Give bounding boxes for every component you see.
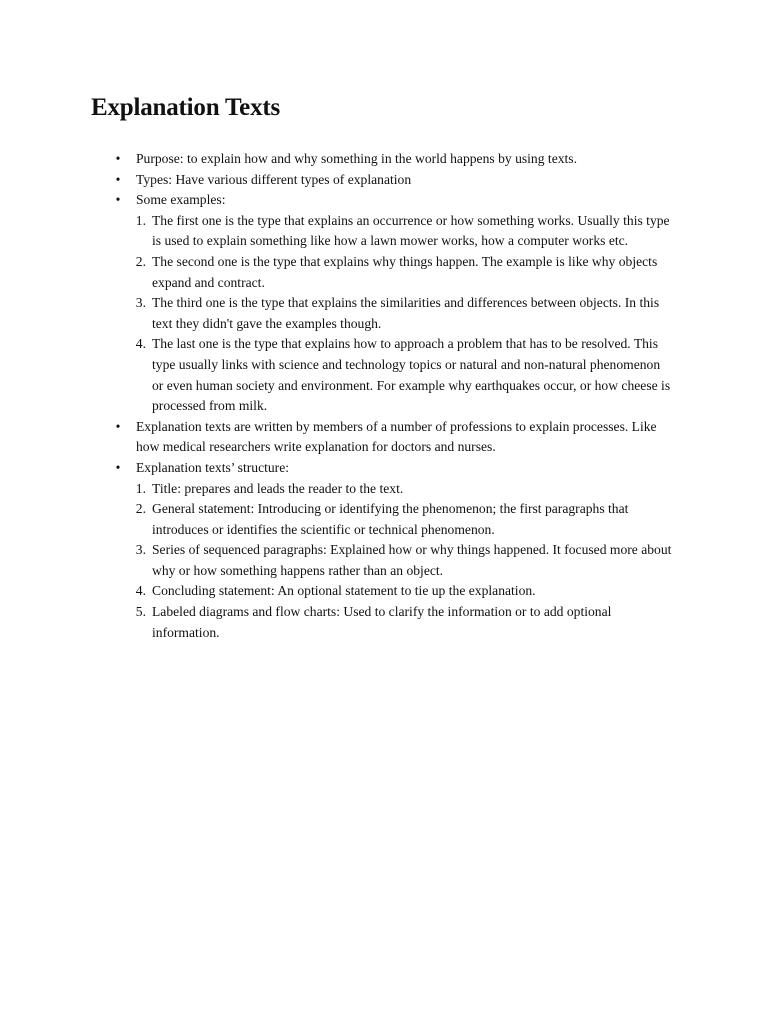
page-title: Explanation Texts [91, 94, 281, 121]
bullet-item-structure [0, 458, 668, 479]
list-item-text: The third one is the type that explains the similarities and differences between objects. In this text they didn't gave the examples though. [152, 295, 660, 331]
list-item-text: Series of sequenced paragraphs: Explained how or why things happened. It focused more about why or how something happens rather than an object. [152, 542, 672, 578]
list-item [0, 581, 672, 602]
list-item-text: General statement: Introducing or identifying the phenomenon; the first paragraphs that introduces or identifies the scientific or technical phenomenon. [152, 501, 629, 537]
list-number: 1. [135, 480, 146, 496]
list-item-text: The second one is the type that explains why things happen. The example is like why objects expand and contract. [152, 253, 658, 290]
list-number: 3. [135, 295, 146, 311]
list-item [0, 602, 672, 643]
bullet-icon: • [115, 192, 121, 208]
bullet-text: Explanation texts are written by members of a number of professions to explain processes. Like how medical researchers write explanation for doctors and nurses. [136, 418, 657, 455]
bullet-item-writers [0, 417, 668, 458]
bullet-text: Types: Have various different types of explanation [136, 171, 412, 187]
list-number: 2. [135, 253, 146, 269]
list-item [0, 499, 672, 540]
list-item [0, 293, 672, 334]
structure-list [0, 479, 768, 644]
examples-list [0, 211, 768, 417]
list-number: 4. [135, 336, 146, 352]
list-number: 4. [135, 583, 146, 599]
document-body [0, 149, 768, 643]
bullet-item-purpose [0, 149, 668, 170]
list-item [0, 540, 672, 581]
list-number: 2. [135, 501, 146, 517]
list-item [0, 479, 672, 500]
bullet-item-types [0, 170, 668, 191]
bullet-text: Explanation texts’ structure: [136, 459, 290, 475]
list-number: 3. [135, 542, 146, 558]
list-item-text: Title: prepares and leads the reader to the text. [152, 480, 404, 496]
bullet-icon: • [115, 171, 121, 187]
list-item [0, 334, 672, 416]
list-number: 1. [135, 212, 146, 228]
bullet-icon: • [115, 459, 121, 475]
list-number: 5. [135, 604, 146, 620]
bullet-icon: • [115, 418, 121, 434]
bullet-icon: • [115, 151, 121, 166]
bullet-text: Some examples: [136, 192, 226, 208]
list-item-text: Concluding statement: An optional statement to tie up the explanation. [152, 583, 536, 599]
list-item [0, 211, 672, 252]
list-item-text: The last one is the type that explains how to approach a problem that has to be resolved. This type usually links with science and technology topics or natural and non-natural phenomenon or even human society and environment. For example why earthquakes occur, or how cheese is processed from milk. [152, 336, 671, 414]
bullet-item-examples [0, 190, 668, 211]
list-item-text: Labeled diagrams and flow charts: Used to clarify the information or to add optional information. [152, 604, 612, 640]
list-item [0, 252, 672, 293]
bullet-text: Purpose: to explain how and why something in the world happens by using texts. [136, 151, 577, 166]
list-item-text: The first one is the type that explains an occurrence or how something works. Usually this type is used to explain something like how a lawn mower works, how a computer works etc. [152, 212, 670, 249]
